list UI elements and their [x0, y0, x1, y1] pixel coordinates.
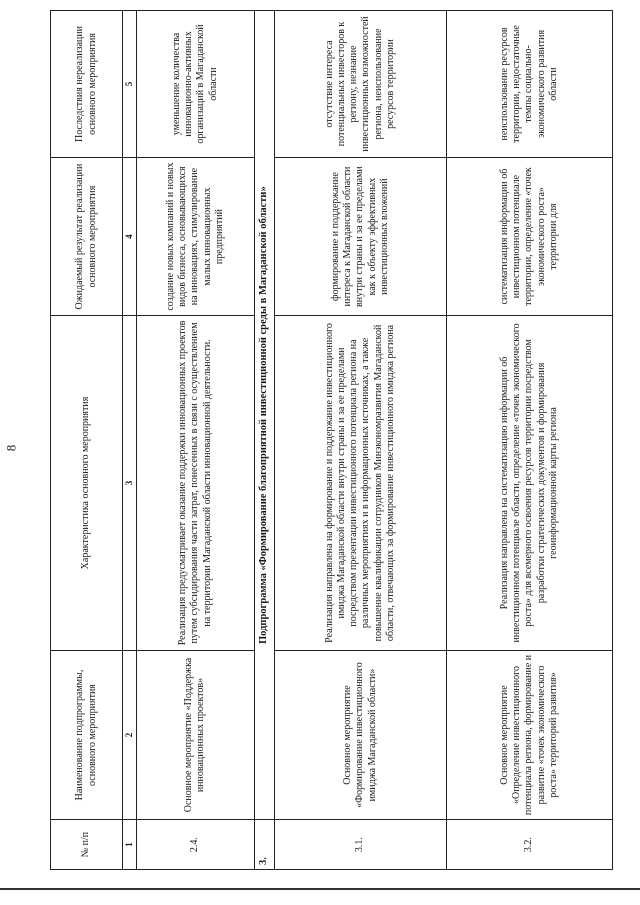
- row-num: 2.4.: [136, 820, 254, 870]
- page-number: 8: [3, 444, 19, 452]
- row-characteristic: Реализация направлена на формирование и поддержание инвестиционного имиджа Магаданской области внутри страны и за ее пределами посредством презентации инвестиционного потенциала региона на различных мероприятиях и в информационных источниках, а также повышение квалификации сотрудников Минэкономразвития Магаданской области, отвечающих за формирование инвестиционного имиджа региона: [274, 316, 446, 651]
- row-characteristic: Реализация направлена на систематизацию информации об инвестиционном потенциале области, определение «точек экономического роста» для всемерного освоения ресурсов территории посредством разработки стратегических документов и формирования геоинформационной карты региона: [446, 316, 612, 651]
- column-number: 3: [123, 316, 137, 651]
- column-number: 4: [123, 157, 137, 315]
- header-num: № п/п: [51, 820, 123, 870]
- rotated-page-content: [50, 10, 610, 870]
- row-num: 3.2.: [446, 820, 612, 870]
- activities-table: [50, 10, 613, 870]
- column-number: 1: [123, 820, 137, 870]
- row-name: Основное мероприятие «Определение инвестиционного потенциала региона, формирование и развитие «точек экономического роста» территорий развития»: [446, 650, 612, 820]
- table-row: [446, 11, 612, 870]
- row-result: создание новых компаний и новых видов бизнеса, основывающихся на инновациях, стимулирование малых инновационных предприятий: [136, 157, 254, 315]
- table-row: [274, 11, 446, 870]
- header-name: Наименование подпрограммы, основного мероприятия: [51, 650, 123, 820]
- row-consequence: отсутствие интереса потенциальных инвесторов к региону, незнание инвестиционных возможностей региона, неиспользование ресурсов территории: [274, 11, 446, 158]
- header-consequence: Последствия нереализации основного мероприятия: [51, 11, 123, 158]
- header-characteristic: Характеристика основного мероприятия: [51, 316, 123, 651]
- section-title: Подпрограмма «Формирование благоприятной инвестиционной среды в Магаданской области»: [254, 11, 274, 820]
- section-row: [254, 11, 274, 870]
- row-characteristic: Реализация предусматривает оказание поддержки инновационных проектов путем субсидирования части затрат, понесенных в связи с осуществлением на территории Магаданской области инновационной деятельности.: [136, 316, 254, 651]
- column-number-row: [123, 11, 137, 870]
- row-name: Основное мероприятие «Формирование инвестиционного имиджа Магаданской области»: [274, 650, 446, 820]
- row-result: формирование и поддержание интереса к Магаданской области внутри страны и за ее пределами как к объекту эффективных инвестиционных вложений: [274, 157, 446, 315]
- bottom-rule: [0, 888, 640, 890]
- column-number: 2: [123, 650, 137, 820]
- row-result: систематизация информации об инвестиционном потенциале территории, определение «точек экономического роста» территории для: [446, 157, 612, 315]
- row-name: Основное мероприятие «Поддержка инновационных проектов»: [136, 650, 254, 820]
- column-number: 5: [123, 11, 137, 158]
- row-consequence: неиспользование ресурсов территории, недостаточные темпы социально-экономического развития области: [446, 11, 612, 158]
- row-consequence: уменьшение количества инновационно-активных организаций в Магаданской области: [136, 11, 254, 158]
- header-result: Ожидаемый результат реализации основного мероприятия: [51, 157, 123, 315]
- header-row: [51, 11, 123, 870]
- section-num: 3.: [254, 820, 274, 870]
- table-row: [136, 11, 254, 870]
- row-num: 3.1.: [274, 820, 446, 870]
